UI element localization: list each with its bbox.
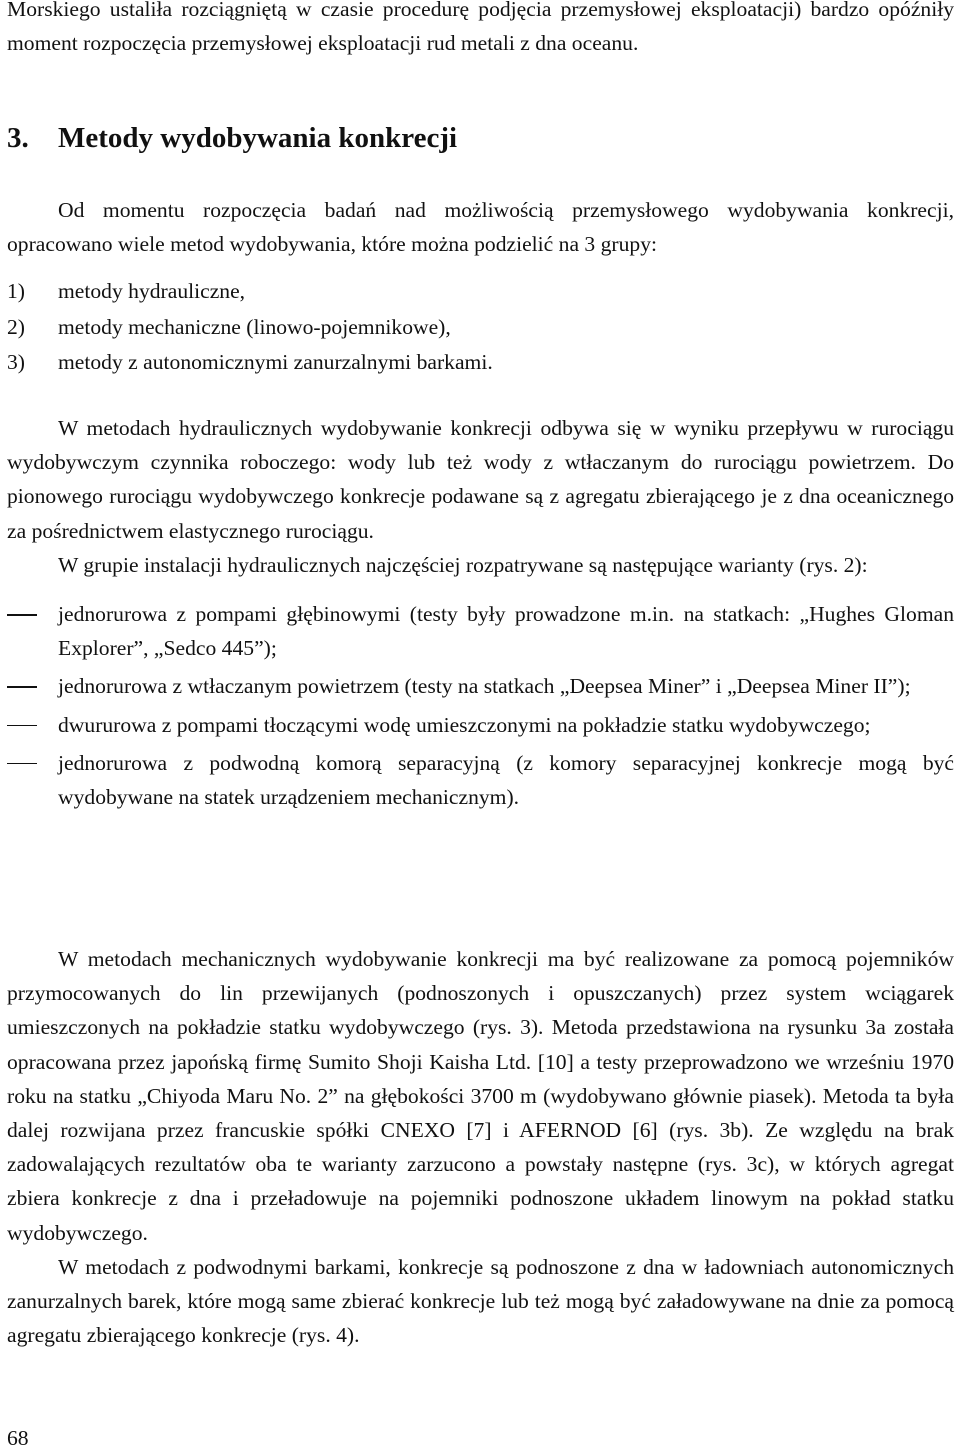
list-item [7,708,954,742]
list-item-number: 1) [7,279,25,304]
paragraph-variants-intro: W grupie instalacji hydraulicznych najczęściej rozpatrywane są następujące warianty (rys. 2): [58,552,868,577]
list-item [7,746,954,814]
paragraph-mechanical: W metodach mechanicznych wydobywanie konkrecji ma być realizowane za pomocą pojemników przymocowanych do lin przewijanych (podnoszonych i opuszczanych) przez system wciągarek umieszczonych na pokładzie statku wydobywczego (rys. 3). Metoda przedstawiona na rysunku 3a została opracowana przez japońską firmę Sumito Shoji Kaisha Ltd. [10] a testy przeprowadzono we wrześniu 1970 roku na statku „Chiyoda Maru No. 2” na głębokości 3700 m (wydobywano głównie piasek). Metoda ta była dalej rozwijana przez francuskie spółki CNEXO [7] i AFERNOD [6] (rys. 3b). Ze względu na brak zadowalających rezultatów oba te warianty zarzucono a powstały następne (rys. 3c), w których agregat zbiera konkrecje z dna i przeładowuje na pojemniki podnoszone układem linowym na pokład statku wydobywczego. [7,947,954,1245]
paragraph-methods-intro: Od momentu rozpoczęcia badań nad możliwością przemysłowego wydobywania konkrecji, opracowano wiele metod wydobywania, które można podzielić na 3 grupy: [7,198,954,257]
dash-bullet [7,686,37,688]
paragraph-hydraulic: W metodach hydraulicznych wydobywanie konkrecji odbywa się w wyniku przepływu w rurociągu wydobywczym czynnika roboczego: wody lub też wody z wtłaczanym do rurociągu powietrzem. Do pionowego rurociągu wydobywczego konkrecje podawane są z agregatu zbierającego je z dna oceanicznego za pośrednictwem elastycznego rurociągu. [7,416,954,543]
dash-bullet [7,725,37,727]
methods-list [7,274,954,381]
section-title: Metody wydobywania konkrecji [58,122,458,154]
list-item-text: dwururowa z pompami tłoczącymi wodę umieszczonymi na pokładzie statku wydobywczego; [58,712,871,737]
section-heading [7,118,457,158]
list-item-text: metody mechaniczne (linowo-pojemnikowe), [58,314,451,339]
variants-list [7,597,954,814]
list-item [7,274,954,310]
list-item-number: 2) [7,314,25,339]
list-item-text: metody hydrauliczne, [58,279,246,304]
list-item [7,310,954,346]
list-item [7,597,954,665]
page-number: 68 [7,1426,29,1450]
dash-bullet [7,763,37,765]
list-item-text: jednorurowa z podwodną komorą separacyjną (z komory separacyjnej konkrecje mogą być wydobywane na statek urządzeniem mechanicznym). [58,750,954,810]
list-item [7,669,954,703]
hydraulic-block [7,411,954,818]
methods-intro-block [7,193,954,381]
paragraph-barges: W metodach z podwodnymi barkami, konkrecje są podnoszone z dna w ładowniach autonomicznych zanurzalnych barek, które mogą same zbierać konkrecje lub też mogą być załadowywane na dnie za pomocą agregatu zbierającego konkrecje (rys. 4). [7,1254,954,1348]
list-item-number: 3) [7,350,25,375]
section-number: 3. [7,122,29,154]
mechanical-block [7,942,954,1352]
intro-paragraph: Morskiego ustaliła rozciągniętą w czasie procedurę podjęcia przemysłowej eksploatacji) bardzo opóźniły moment rozpoczęcia przemysłowej eksploatacji rud metali z dna oceanu. [7,0,954,56]
list-item-text: metody z autonomicznymi zanurzalnymi barkami. [58,350,493,375]
list-item-text: jednorurowa z wtłaczanym powietrzem (testy na statkach „Deepsea Miner” i „Deepsea Miner II”); [58,674,911,699]
list-item [7,345,954,381]
dash-bullet [7,614,37,616]
list-item-text: jednorurowa z pompami głębinowymi (testy były prowadzone m.in. na statkach: „Hughes Gloman Explorer”, „Sedco 445”); [58,602,954,661]
